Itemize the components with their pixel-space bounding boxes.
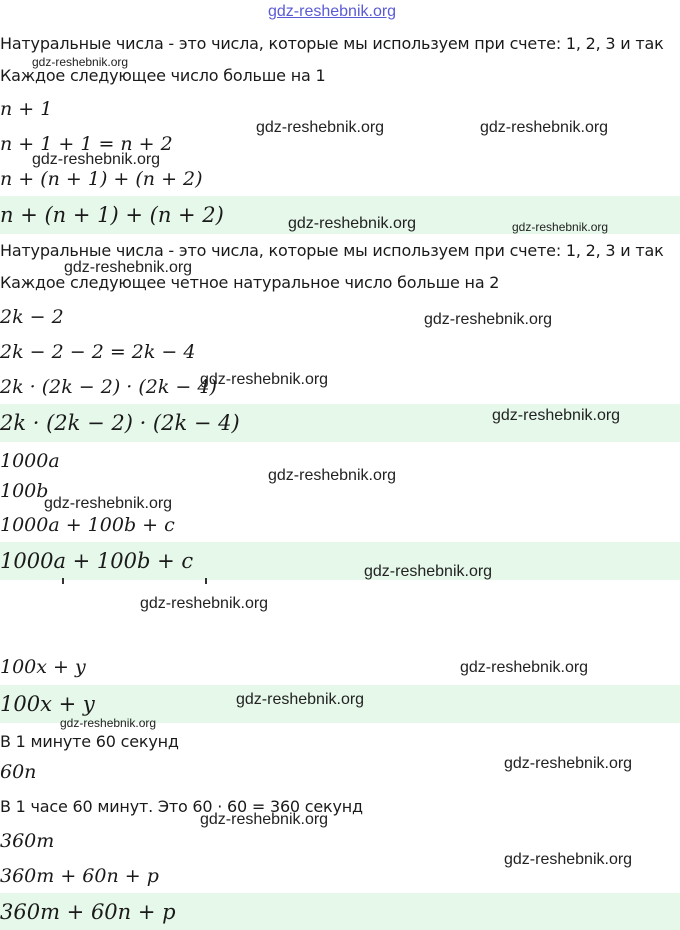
answer-formula: 1000a + 100b + c bbox=[0, 549, 194, 573]
watermark-logo: gdz-reshebnik.org bbox=[200, 371, 329, 388]
watermark-logo: gdz-reshebnik.org bbox=[504, 755, 633, 772]
cropped-fragment bbox=[205, 578, 207, 584]
watermark-logo: gdz-reshebnik.org bbox=[32, 55, 129, 69]
watermark-logo: gdz-reshebnik.org bbox=[504, 851, 633, 868]
answer-formula: 360m + 60n + p bbox=[0, 900, 176, 924]
math-line: n + 1 bbox=[0, 98, 53, 120]
answer-formula: 2k · (2k − 2) · (2k − 4) bbox=[0, 411, 240, 435]
math-line: 360m bbox=[0, 830, 55, 852]
watermark-logo: gdz-reshebnik.org bbox=[64, 259, 193, 276]
watermark-logo: gdz-reshebnik.org bbox=[460, 659, 589, 676]
math-line: 100b bbox=[0, 480, 49, 502]
math-line: 2k − 2 bbox=[0, 306, 64, 328]
watermark-logo: gdz-reshebnik.org bbox=[492, 407, 621, 424]
watermark-logo: gdz-reshebnik.org bbox=[60, 716, 157, 730]
math-line: 2k − 2 − 2 = 2k − 4 bbox=[0, 341, 196, 363]
watermark-logo: gdz-reshebnik.org bbox=[32, 151, 161, 168]
watermark-logo: gdz-reshebnik.org bbox=[480, 119, 609, 136]
math-line: 60n bbox=[0, 761, 37, 783]
math-line: n + (n + 1) + (n + 2) bbox=[0, 168, 203, 190]
watermark-logo: gdz-reshebnik.org bbox=[200, 811, 329, 828]
info-text: В 1 минуте 60 секунд bbox=[0, 732, 179, 751]
watermark-logo: gdz-reshebnik.org bbox=[140, 595, 269, 612]
watermark-logo: gdz-reshebnik.org bbox=[512, 220, 609, 234]
rule-text: Каждое следующее четное натуральное число больше на 2 bbox=[0, 273, 500, 292]
math-line: n + 1 + 1 = n + 2 bbox=[0, 133, 173, 155]
intro-text: Натуральные числа - это числа, которые мы используем при счете: 1, 2, 3 и так bbox=[0, 34, 664, 53]
math-line: 100x + y bbox=[0, 656, 86, 678]
math-line: 2k · (2k − 2) · (2k − 4) bbox=[0, 376, 217, 398]
watermark-logo: gdz-reshebnik.org bbox=[236, 691, 365, 708]
intro-text: Натуральные числа - это числа, которые мы используем при счете: 1, 2, 3 и так bbox=[0, 241, 664, 260]
watermark-logo: gdz-reshebnik.org bbox=[288, 215, 417, 232]
cropped-fragment bbox=[62, 578, 64, 584]
answer-formula: 100x + y bbox=[0, 692, 95, 716]
math-line: 360m + 60n + p bbox=[0, 865, 159, 887]
info-text: В 1 часе 60 минут. Это 60 · 60 = 360 секунд bbox=[0, 797, 363, 816]
watermark-logo: gdz-reshebnik.org bbox=[364, 563, 493, 580]
rule-text: Каждое следующее число больше на 1 bbox=[0, 66, 326, 85]
watermark-logo: gdz-reshebnik.org bbox=[424, 311, 553, 328]
watermark-logo: gdz-reshebnik.org bbox=[268, 3, 397, 20]
math-line: 1000a bbox=[0, 450, 60, 472]
watermark-logo: gdz-reshebnik.org bbox=[256, 119, 385, 136]
watermark-logo: gdz-reshebnik.org bbox=[268, 467, 397, 484]
answer-formula: n + (n + 1) + (n + 2) bbox=[0, 203, 224, 227]
math-line: 1000a + 100b + c bbox=[0, 514, 175, 536]
watermark-logo: gdz-reshebnik.org bbox=[44, 495, 173, 512]
